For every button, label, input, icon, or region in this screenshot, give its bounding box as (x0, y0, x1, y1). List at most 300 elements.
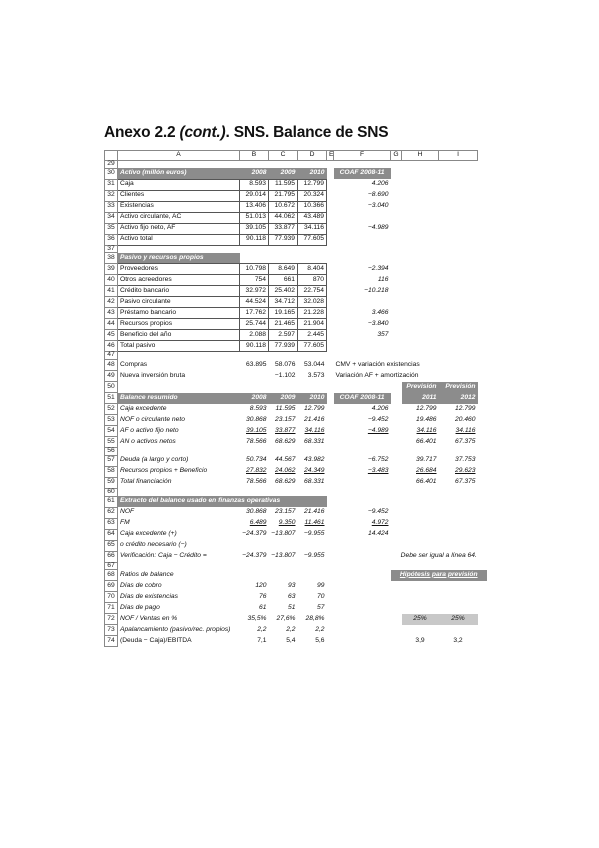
row-number: 62 (105, 507, 118, 518)
empty-cell (327, 352, 334, 360)
cell-c: 661 (269, 275, 298, 286)
row-number: 38 (105, 253, 118, 264)
cell-e (327, 455, 334, 466)
cell-b: 17.762 (240, 308, 269, 319)
cell-a: AF o activo fijo neto (120, 426, 179, 434)
row-number: 40 (105, 275, 118, 286)
cell-h (402, 275, 439, 286)
cell-e (327, 360, 334, 371)
cell-i: 67.375 (455, 437, 476, 445)
column-header: G (391, 151, 402, 161)
cell-h: 26.684 (416, 467, 437, 475)
cell-g (391, 382, 402, 393)
cell-h: 66.401 (416, 437, 437, 445)
cell-b: 90.118 (240, 341, 269, 352)
cell-a: Caja excedente (+) (120, 530, 177, 538)
cell-f (334, 570, 391, 581)
cell-a: Deuda (a largo y corto) (120, 456, 189, 464)
cell-e (327, 341, 334, 352)
cell-d: 21.416 (304, 415, 325, 423)
cell-a: AN o activos netos (120, 437, 176, 445)
empty-cell (298, 161, 327, 169)
row-number: 72 (105, 614, 118, 625)
cell-e (327, 529, 334, 540)
cell-g (391, 625, 402, 636)
cell-d: 34.116 (298, 223, 327, 234)
row-number: 42 (105, 297, 118, 308)
sheet-row (105, 581, 488, 592)
cell-h: 25% (402, 614, 439, 625)
cell-d: 28,8% (305, 614, 325, 622)
cell-f: 4.972 (371, 519, 389, 527)
cell-c: 2.597 (269, 330, 298, 341)
cell-c: 2009 (269, 168, 298, 179)
sheet-row (105, 426, 488, 437)
cell-h (402, 330, 439, 341)
cell-i: 67.375 (455, 478, 476, 486)
cell-b: 2.088 (240, 330, 269, 341)
empty-cell (439, 448, 478, 456)
cell-d (298, 570, 327, 581)
cell-i (439, 168, 478, 179)
cell-d: 5,6 (315, 636, 325, 644)
row-number: 49 (105, 371, 118, 382)
cell-i (439, 253, 478, 264)
empty-cell (269, 448, 298, 456)
sheet-row (105, 437, 488, 448)
cell-d: 2.445 (298, 330, 327, 341)
cell-c: 21.795 (269, 190, 298, 201)
cell-d: −9.955 (303, 530, 325, 538)
cell-i (439, 286, 478, 297)
cell-a: Verificación: Caja − Crédito = (120, 552, 207, 560)
cell-c: 11.595 (269, 179, 298, 190)
cell-g (391, 212, 402, 223)
row-number: 31 (105, 179, 118, 190)
cell-i: 29.623 (455, 467, 476, 475)
row-number: 51 (105, 393, 118, 404)
cell-e (327, 275, 334, 286)
cell-c: −13.807 (271, 530, 296, 538)
cell-d: 77.605 (298, 341, 327, 352)
cell-d: −9.955 (303, 552, 325, 560)
empty-cell (240, 488, 269, 496)
cell-c: −1.102 (274, 371, 296, 379)
cell-d: 77.605 (298, 234, 327, 245)
empty-cell (402, 352, 439, 360)
cell-a: Pasivo circulante (118, 297, 240, 308)
row-number: 33 (105, 201, 118, 212)
cell-i (439, 264, 478, 275)
cell-b: 30.868 (246, 415, 267, 423)
cell-c: 2,2 (286, 625, 296, 633)
cell-b: 50.734 (246, 456, 267, 464)
cell-b: 90.118 (240, 234, 269, 245)
cell-i: 12.799 (455, 404, 476, 412)
sheet-row (105, 636, 488, 647)
empty-cell (327, 161, 334, 169)
cell-b: 6.489 (249, 519, 267, 527)
cell-c (269, 253, 298, 264)
cell-d: 8.404 (298, 264, 327, 275)
empty-cell (118, 562, 240, 570)
cell-a: Caja excedente (120, 404, 167, 412)
empty-cell (269, 352, 298, 360)
empty-cell (439, 488, 478, 496)
cell-h (402, 179, 439, 190)
cell-c: 77.939 (269, 234, 298, 245)
cell-a (118, 382, 240, 393)
cell-b: 32.972 (240, 286, 269, 297)
cell-b: −24.379 (242, 552, 267, 560)
cell-f: −3.840 (367, 320, 389, 328)
cell-f (334, 636, 391, 647)
cell-a: Crédito bancario (118, 286, 240, 297)
cell-c: 23.157 (275, 508, 296, 516)
cell-e (327, 570, 334, 581)
cell-i (439, 201, 478, 212)
row-number: 54 (105, 426, 118, 437)
empty-cell (269, 562, 298, 570)
sheet-row (105, 614, 488, 625)
cell-a: Apalancamiento (pasivo/rec. propios) (120, 625, 231, 633)
cell-i (439, 518, 478, 529)
cell-c: 10.672 (269, 201, 298, 212)
cell-b: 29.014 (240, 190, 269, 201)
cell-e (327, 592, 334, 603)
empty-cell (118, 352, 240, 360)
cell-a: NOF / Ventas en % (120, 614, 178, 622)
cell-h: 66.401 (416, 478, 437, 486)
cell-b: 39.105 (240, 223, 269, 234)
cell-a: Clientes (118, 190, 240, 201)
cell-e (327, 636, 334, 647)
cell-c: 68.629 (275, 437, 296, 445)
row-number: 70 (105, 592, 118, 603)
cell-e (327, 477, 334, 488)
cell-b: 2,2 (257, 625, 267, 633)
cell-b: 2008 (240, 168, 269, 179)
cell-f (334, 540, 391, 551)
cell-d: 20.324 (298, 190, 327, 201)
cell-e (327, 404, 334, 415)
empty-cell (118, 161, 240, 169)
cell-g (391, 518, 402, 529)
cell-f (334, 477, 391, 488)
cell-a: Caja (118, 179, 240, 190)
cell-g (391, 286, 402, 297)
row-number: 44 (105, 319, 118, 330)
empty-cell (240, 161, 269, 169)
empty-cell (402, 488, 439, 496)
empty-cell (298, 448, 327, 456)
cell-i (439, 308, 478, 319)
cell-d: 870 (298, 275, 327, 286)
sheet-row (105, 415, 488, 426)
cell-b: 44.524 (240, 297, 269, 308)
cell-g (391, 190, 402, 201)
row-number: 36 (105, 234, 118, 245)
cell-a: Activo total (118, 234, 240, 245)
sheet-row (105, 570, 488, 581)
cell-d (298, 540, 327, 551)
column-header: F (334, 151, 391, 161)
sheet-row (105, 341, 488, 352)
row-number: 48 (105, 360, 118, 371)
cell-b: 2008 (240, 393, 269, 404)
empty-cell (391, 488, 402, 496)
cell-f (334, 551, 391, 562)
cell-c: 8.649 (269, 264, 298, 275)
cell-e (327, 415, 334, 426)
cell-f (334, 382, 391, 393)
cell-d: 11.461 (304, 519, 325, 527)
empty-cell (402, 245, 439, 253)
cell-g (391, 223, 402, 234)
sheet-row (105, 161, 488, 169)
row-number: 61 (105, 496, 118, 507)
row-number: 37 (105, 245, 118, 253)
cell-f: 3.466 (371, 309, 389, 317)
cell-e (327, 371, 334, 382)
cell-i (439, 275, 478, 286)
cell-e (327, 437, 334, 448)
cell-h (402, 341, 439, 352)
cell-i: 3,2 (453, 636, 463, 644)
cell-c: 19.165 (269, 308, 298, 319)
cell-a: Días de pago (120, 603, 160, 611)
sheet-row (105, 360, 488, 371)
cell-h: 2011 (402, 393, 439, 404)
cell-e (327, 330, 334, 341)
cell-e (327, 297, 334, 308)
cell-i (439, 234, 478, 245)
row-number: 63 (105, 518, 118, 529)
cell-a: Otros acreedores (118, 275, 240, 286)
cell-e (327, 393, 334, 404)
empty-cell (327, 562, 334, 570)
empty-cell (118, 448, 240, 456)
sheet-row (105, 286, 488, 297)
cell-a: (Deuda − Caja)/EBITDA (120, 636, 192, 644)
row-number: 46 (105, 341, 118, 352)
sheet-row (105, 529, 488, 540)
column-header: A (118, 151, 240, 161)
cell-f: −2.394 (367, 265, 389, 273)
empty-cell (334, 245, 391, 253)
cell-h (402, 223, 439, 234)
cell-h (402, 168, 439, 179)
cell-e (327, 179, 334, 190)
cell-e (327, 319, 334, 330)
row-number: 47 (105, 352, 118, 360)
cell-h (402, 297, 439, 308)
cell-c: 24.062 (275, 467, 296, 475)
cell-b: 27.832 (246, 467, 267, 475)
cell-e (327, 168, 334, 179)
cell-h (402, 496, 439, 507)
cell-f (334, 603, 391, 614)
empty-cell (439, 245, 478, 253)
row-number: 41 (105, 286, 118, 297)
cell-e (327, 540, 334, 551)
empty-cell (402, 448, 439, 456)
cell-i (439, 625, 478, 636)
cell-b (240, 382, 269, 393)
formula-note: CMV + variación existencias (335, 360, 420, 368)
empty-cell (240, 562, 269, 570)
empty-cell (334, 562, 391, 570)
cell-f (334, 341, 391, 352)
cell-g (391, 496, 402, 507)
empty-cell (402, 562, 439, 570)
cell-i: Previsión (439, 382, 478, 393)
cell-d: 21.228 (298, 308, 327, 319)
cell-c: 44.567 (275, 456, 296, 464)
cell-i (439, 341, 478, 352)
cell-i (439, 529, 478, 540)
cell-b: 13.406 (240, 201, 269, 212)
cell-f (334, 437, 391, 448)
cell-b: 30.868 (246, 508, 267, 516)
sheet-row (105, 371, 488, 382)
cell-g (391, 426, 402, 437)
cell-h (402, 529, 439, 540)
empty-cell (439, 352, 478, 360)
cell-h (402, 253, 439, 264)
empty-cell (240, 245, 269, 253)
cell-h (402, 212, 439, 223)
section-header: Balance resumido (118, 393, 240, 404)
sheet-row (105, 297, 488, 308)
column-header: B (240, 151, 269, 161)
cell-a: Activo fijo neto, AF (118, 223, 240, 234)
title-suffix: . SNS. Balance de SNS (225, 124, 389, 141)
cell-i: 37.753 (455, 456, 476, 464)
empty-cell (327, 488, 334, 496)
row-number: 57 (105, 455, 118, 466)
row-number: 56 (105, 448, 118, 456)
empty-cell (240, 448, 269, 456)
cell-h (402, 319, 439, 330)
cell-h (402, 190, 439, 201)
cell-a: Días de existencias (120, 592, 178, 600)
empty-cell (391, 161, 402, 169)
cell-e (327, 190, 334, 201)
cell-h (402, 581, 439, 592)
cell-i (439, 179, 478, 190)
column-header: I (439, 151, 478, 161)
cell-f: −4.989 (367, 426, 389, 434)
empty-cell (269, 161, 298, 169)
sheet-row (105, 507, 488, 518)
column-header: C (269, 151, 298, 161)
cell-b: 754 (240, 275, 269, 286)
sheet-row (105, 245, 488, 253)
cell-a: Compras (120, 360, 148, 368)
cell-g (391, 179, 402, 190)
cell-d: 2010 (298, 393, 327, 404)
cell-a: Nueva inversión bruta (120, 371, 186, 379)
cell-c: 34.712 (269, 297, 298, 308)
cell-i (439, 190, 478, 201)
cell-f: 116 (377, 276, 389, 284)
cell-g (391, 253, 402, 264)
cell-e (327, 507, 334, 518)
cell-d: 22.754 (298, 286, 327, 297)
cell-e (327, 581, 334, 592)
cell-f: 357 (377, 331, 389, 339)
empty-cell (391, 562, 402, 570)
cell-d (298, 382, 327, 393)
cell-e (327, 496, 334, 507)
row-number: 45 (105, 330, 118, 341)
column-header: H (402, 151, 439, 161)
cell-f (334, 614, 391, 625)
cell-f: −3.483 (367, 467, 389, 475)
cell-a: Existencias (118, 201, 240, 212)
cell-a: FM (120, 519, 130, 527)
cell-f: −4.989 (367, 224, 389, 232)
cell-h (402, 234, 439, 245)
sheet-row (105, 496, 488, 507)
cell-f: −9.452 (367, 508, 389, 516)
cell-e (327, 223, 334, 234)
cell-h (402, 201, 439, 212)
corner-cell (105, 151, 118, 161)
cell-d: 43.489 (298, 212, 327, 223)
row-number: 29 (105, 161, 118, 169)
sheet-row (105, 404, 488, 415)
cell-g (391, 507, 402, 518)
cell-h (402, 286, 439, 297)
empty-cell (118, 488, 240, 496)
cell-c: 68.629 (275, 478, 296, 486)
cell-b (240, 570, 269, 581)
sheet-row (105, 319, 488, 330)
cell-c: 5,4 (286, 636, 296, 644)
cell-b: −24.379 (242, 530, 267, 538)
cell-g (391, 592, 402, 603)
annex-title (104, 124, 388, 142)
row-number: 73 (105, 625, 118, 636)
row-number: 59 (105, 477, 118, 488)
cell-h: 19.486 (416, 415, 437, 423)
cell-a: NOF o circulante neto (120, 415, 185, 423)
sheet-row (105, 253, 488, 264)
sheet-row (105, 352, 488, 360)
cell-g (391, 636, 402, 647)
row-number: 53 (105, 415, 118, 426)
sheet-row (105, 603, 488, 614)
cell-c (269, 570, 298, 581)
empty-cell (269, 488, 298, 496)
sheet-row (105, 466, 488, 477)
cell-d: 43.982 (304, 456, 325, 464)
cell-h: 39.717 (416, 456, 437, 464)
cell-d: 70 (317, 592, 325, 600)
note-cell: Hipótesis para previsión (391, 570, 488, 581)
cell-d: 12.799 (304, 404, 325, 412)
column-header-row (105, 151, 488, 161)
cell-d: 68.331 (304, 478, 325, 486)
cell-c: 27,6% (276, 614, 296, 622)
sheet-row (105, 592, 488, 603)
cell-f (334, 592, 391, 603)
cell-a: Proveedores (118, 264, 240, 275)
cell-i (439, 592, 478, 603)
cell-f (334, 253, 391, 264)
